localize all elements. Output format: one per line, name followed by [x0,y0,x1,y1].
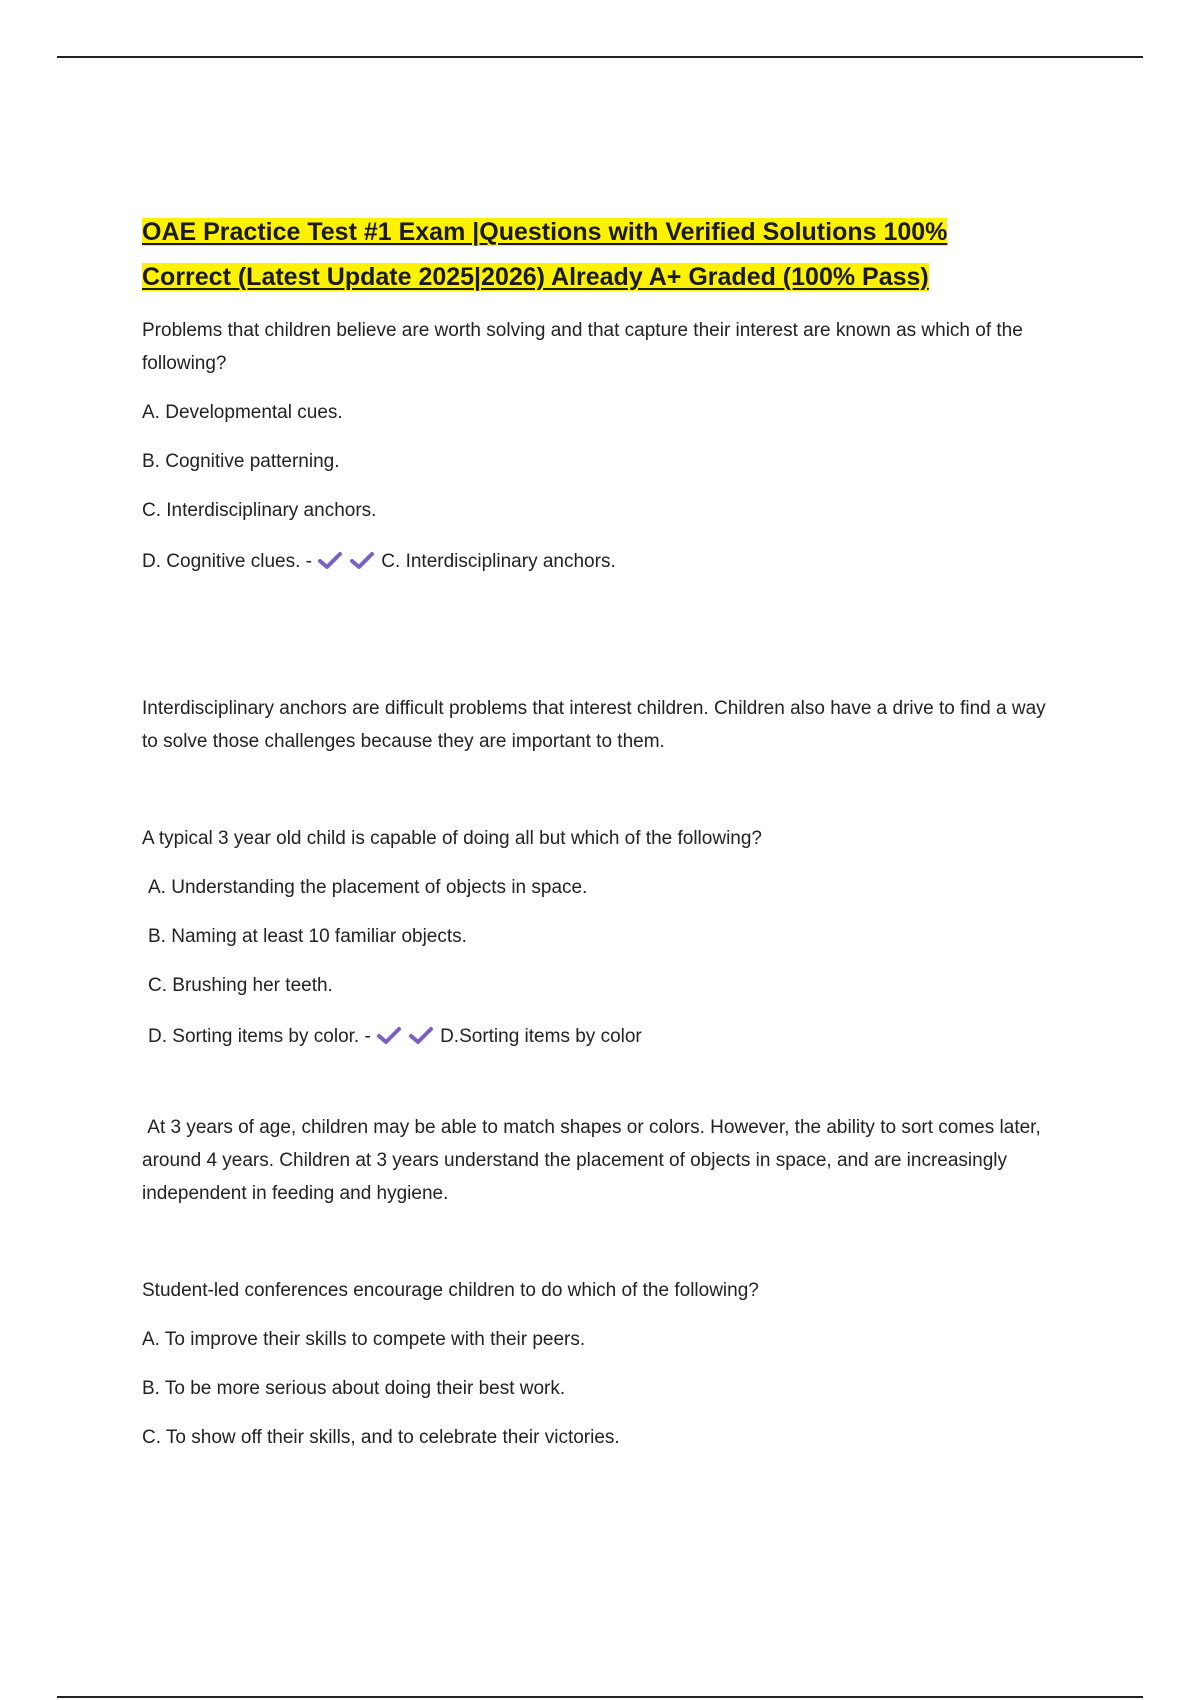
q2-answer: D.Sorting items by color [440,1026,642,1047]
q2-option-c: C. Brushing her teeth. [148,975,333,996]
q2-option-d: D. Sorting items by color. - [148,1026,371,1047]
header-rule [57,56,1143,58]
q1-option-d-with-answer [142,545,1062,578]
footer-rule [57,1696,1143,1698]
check-icon [376,1025,402,1045]
q1-question: Problems that children believe are worth solving and that capture their interest are known as which of the following? [142,320,1023,374]
check-icon [349,550,375,570]
q2-explanation: At 3 years of age, children may be able to match shapes or colors. However, the ability to sort comes later, around 4 years. Children at 3 years understand the placement of objects in space, and are increasingly independent in feeding and hygiene. [142,1117,1046,1204]
check-icon [408,1025,434,1045]
q2-option-d-with-answer [142,1020,1062,1053]
q1-answer: C. Interdisciplinary anchors. [381,551,616,572]
q3-question: Student-led conferences encourage children to do which of the following? [142,1280,759,1301]
q1-option-c: C. Interdisciplinary anchors. [142,500,377,521]
q3-option-a: A. To improve their skills to compete with their peers. [142,1329,586,1350]
title-line-1: OAE Practice Test #1 Exam |Questions with Verified Solutions 100% [142,218,948,246]
q2-option-b: B. Naming at least 10 familiar objects. [148,926,467,947]
q1-option-a: A. Developmental cues. [142,402,343,423]
document-title [142,210,1062,300]
q1-option-d: D. Cognitive clues. - [142,551,313,572]
q2-question: A typical 3 year old child is capable of doing all but which of the following? [142,828,762,849]
check-icon [317,550,343,570]
q3-option-b: B. To be more serious about doing their best work. [142,1378,566,1399]
q2-option-a: A. Understanding the placement of objects in space. [148,877,588,898]
q3-option-c: C. To show off their skills, and to celebrate their victories. [142,1427,620,1448]
q1-explanation: Interdisciplinary anchors are difficult problems that interest children. Children also have a drive to find a way to solve those challenges because they are important to them. [142,698,1046,752]
document-page [142,210,1062,1454]
q1-option-b: B. Cognitive patterning. [142,451,340,472]
title-line-2: Correct (Latest Update 2025|2026) Already A+ Graded (100% Pass) [142,263,929,291]
